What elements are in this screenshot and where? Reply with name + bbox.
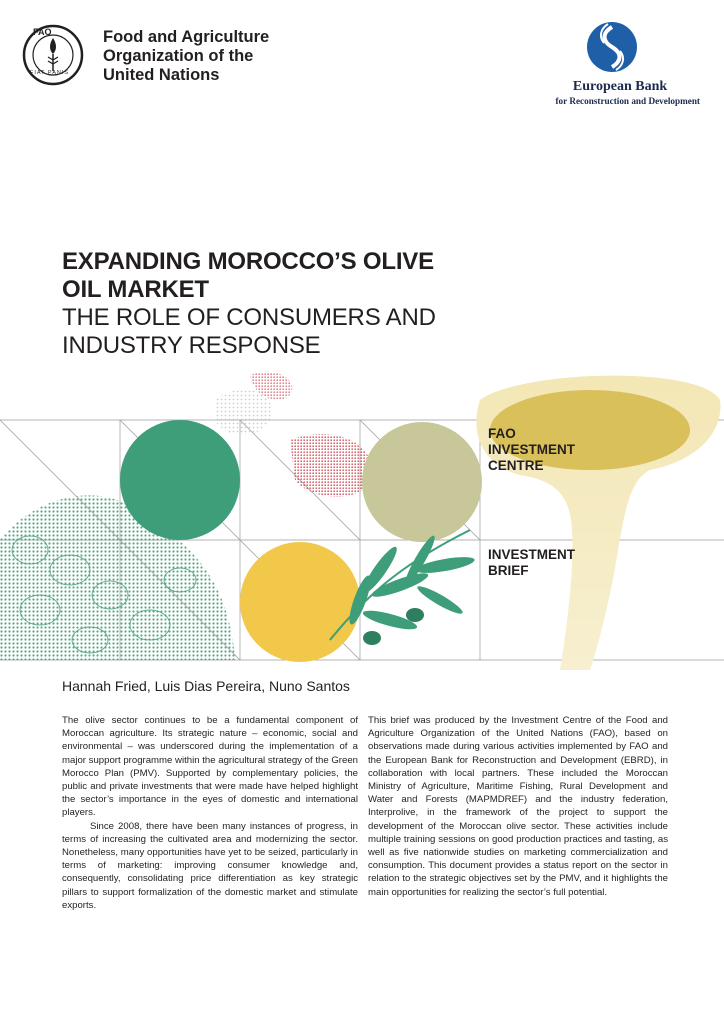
fao-logo-ring-text: FIAT PANIS	[30, 70, 70, 76]
fao-logo-letters: FAO	[33, 27, 52, 37]
doc-type-label	[488, 547, 575, 579]
pale-olive-circle	[362, 422, 482, 542]
red-texture	[290, 434, 371, 497]
series-label-line: FAO	[488, 426, 516, 441]
ebrd-logo-icon	[586, 21, 638, 73]
fao-name-line: Food and Agriculture	[103, 28, 270, 46]
doc-type-line: BRIEF	[488, 563, 529, 578]
cover-artwork	[0, 370, 724, 670]
series-label-line: CENTRE	[488, 458, 544, 473]
body-paragraph: Since 2008, there have been many instances of progress, in terms of increasing the cultivated area and modernizing the sector. Nonetheless, many opportunities have yet to be seized, particularly in terms of marketing: improving consumer knowledge and, consequently, consolidating price differentiation as key strategic pillars to support formalization of the domestic market and stimulate exports.	[62, 820, 358, 911]
fao-organization-name	[103, 28, 303, 85]
ebrd-subtitle: for Reconstruction and Development	[555, 96, 700, 106]
title-line: OIL MARKET	[62, 276, 209, 303]
fao-name-line: Organization of the	[103, 47, 254, 65]
grey-texture	[215, 390, 272, 435]
subtitle-line: THE ROLE OF CONSUMERS AND	[62, 304, 436, 331]
authors: Hannah Fried, Luis Dias Pereira, Nuno Santos	[62, 678, 350, 694]
green-circle	[120, 420, 240, 540]
title-line: EXPANDING MOROCCO’S OLIVE	[62, 248, 434, 275]
series-label	[488, 426, 575, 474]
body-paragraph: The olive sector continues to be a fundamental component of Moroccan agriculture. Its strategic nature – economic, social and environmental – was underscored during the implementation of a major support programme within the agricultural strategy of the Green Morocco Plan (PMV). Supported by complementary policies, the public and private investments that were made have helped highlight the sector’s importance in the eyes of domestic and international players.	[62, 715, 358, 819]
subtitle-line: INDUSTRY RESPONSE	[62, 332, 321, 359]
yellow-circle	[240, 542, 360, 662]
fao-name-line: United Nations	[103, 66, 220, 84]
series-label-line: INVESTMENT	[488, 442, 576, 457]
body-column-right	[368, 714, 668, 899]
ebrd-name: European Bank	[572, 79, 668, 94]
fao-logo	[22, 24, 84, 86]
body-column-left	[62, 714, 358, 912]
body-paragraph: This brief was produced by the Investment Centre of the Food and Agriculture Organization of the United Nations (FAO), based on observations made during various activities implemented by FAO and the European Bank for Reconstruction and Development (EBRD), in collaboration with local partners. These included the Moroccan Ministry of Agriculture, Maritime Fishing, Rural Development and Water and Forests (MAPMDREF) and the industry federation, Interprolive, in the framework of the project to support the development of the Moroccan olive sector. These activities include multiple training sessions on good production practices and tasting, as well as five nationwide studies on marketing commercialization and consumption. This document provides a status report on the sector in relation to the strategic objectives set by the PMV, and it highlights the main opportunities for realizing the sector’s full potential.	[368, 715, 668, 898]
document-title	[62, 248, 522, 360]
doc-type-line: INVESTMENT	[488, 547, 576, 562]
